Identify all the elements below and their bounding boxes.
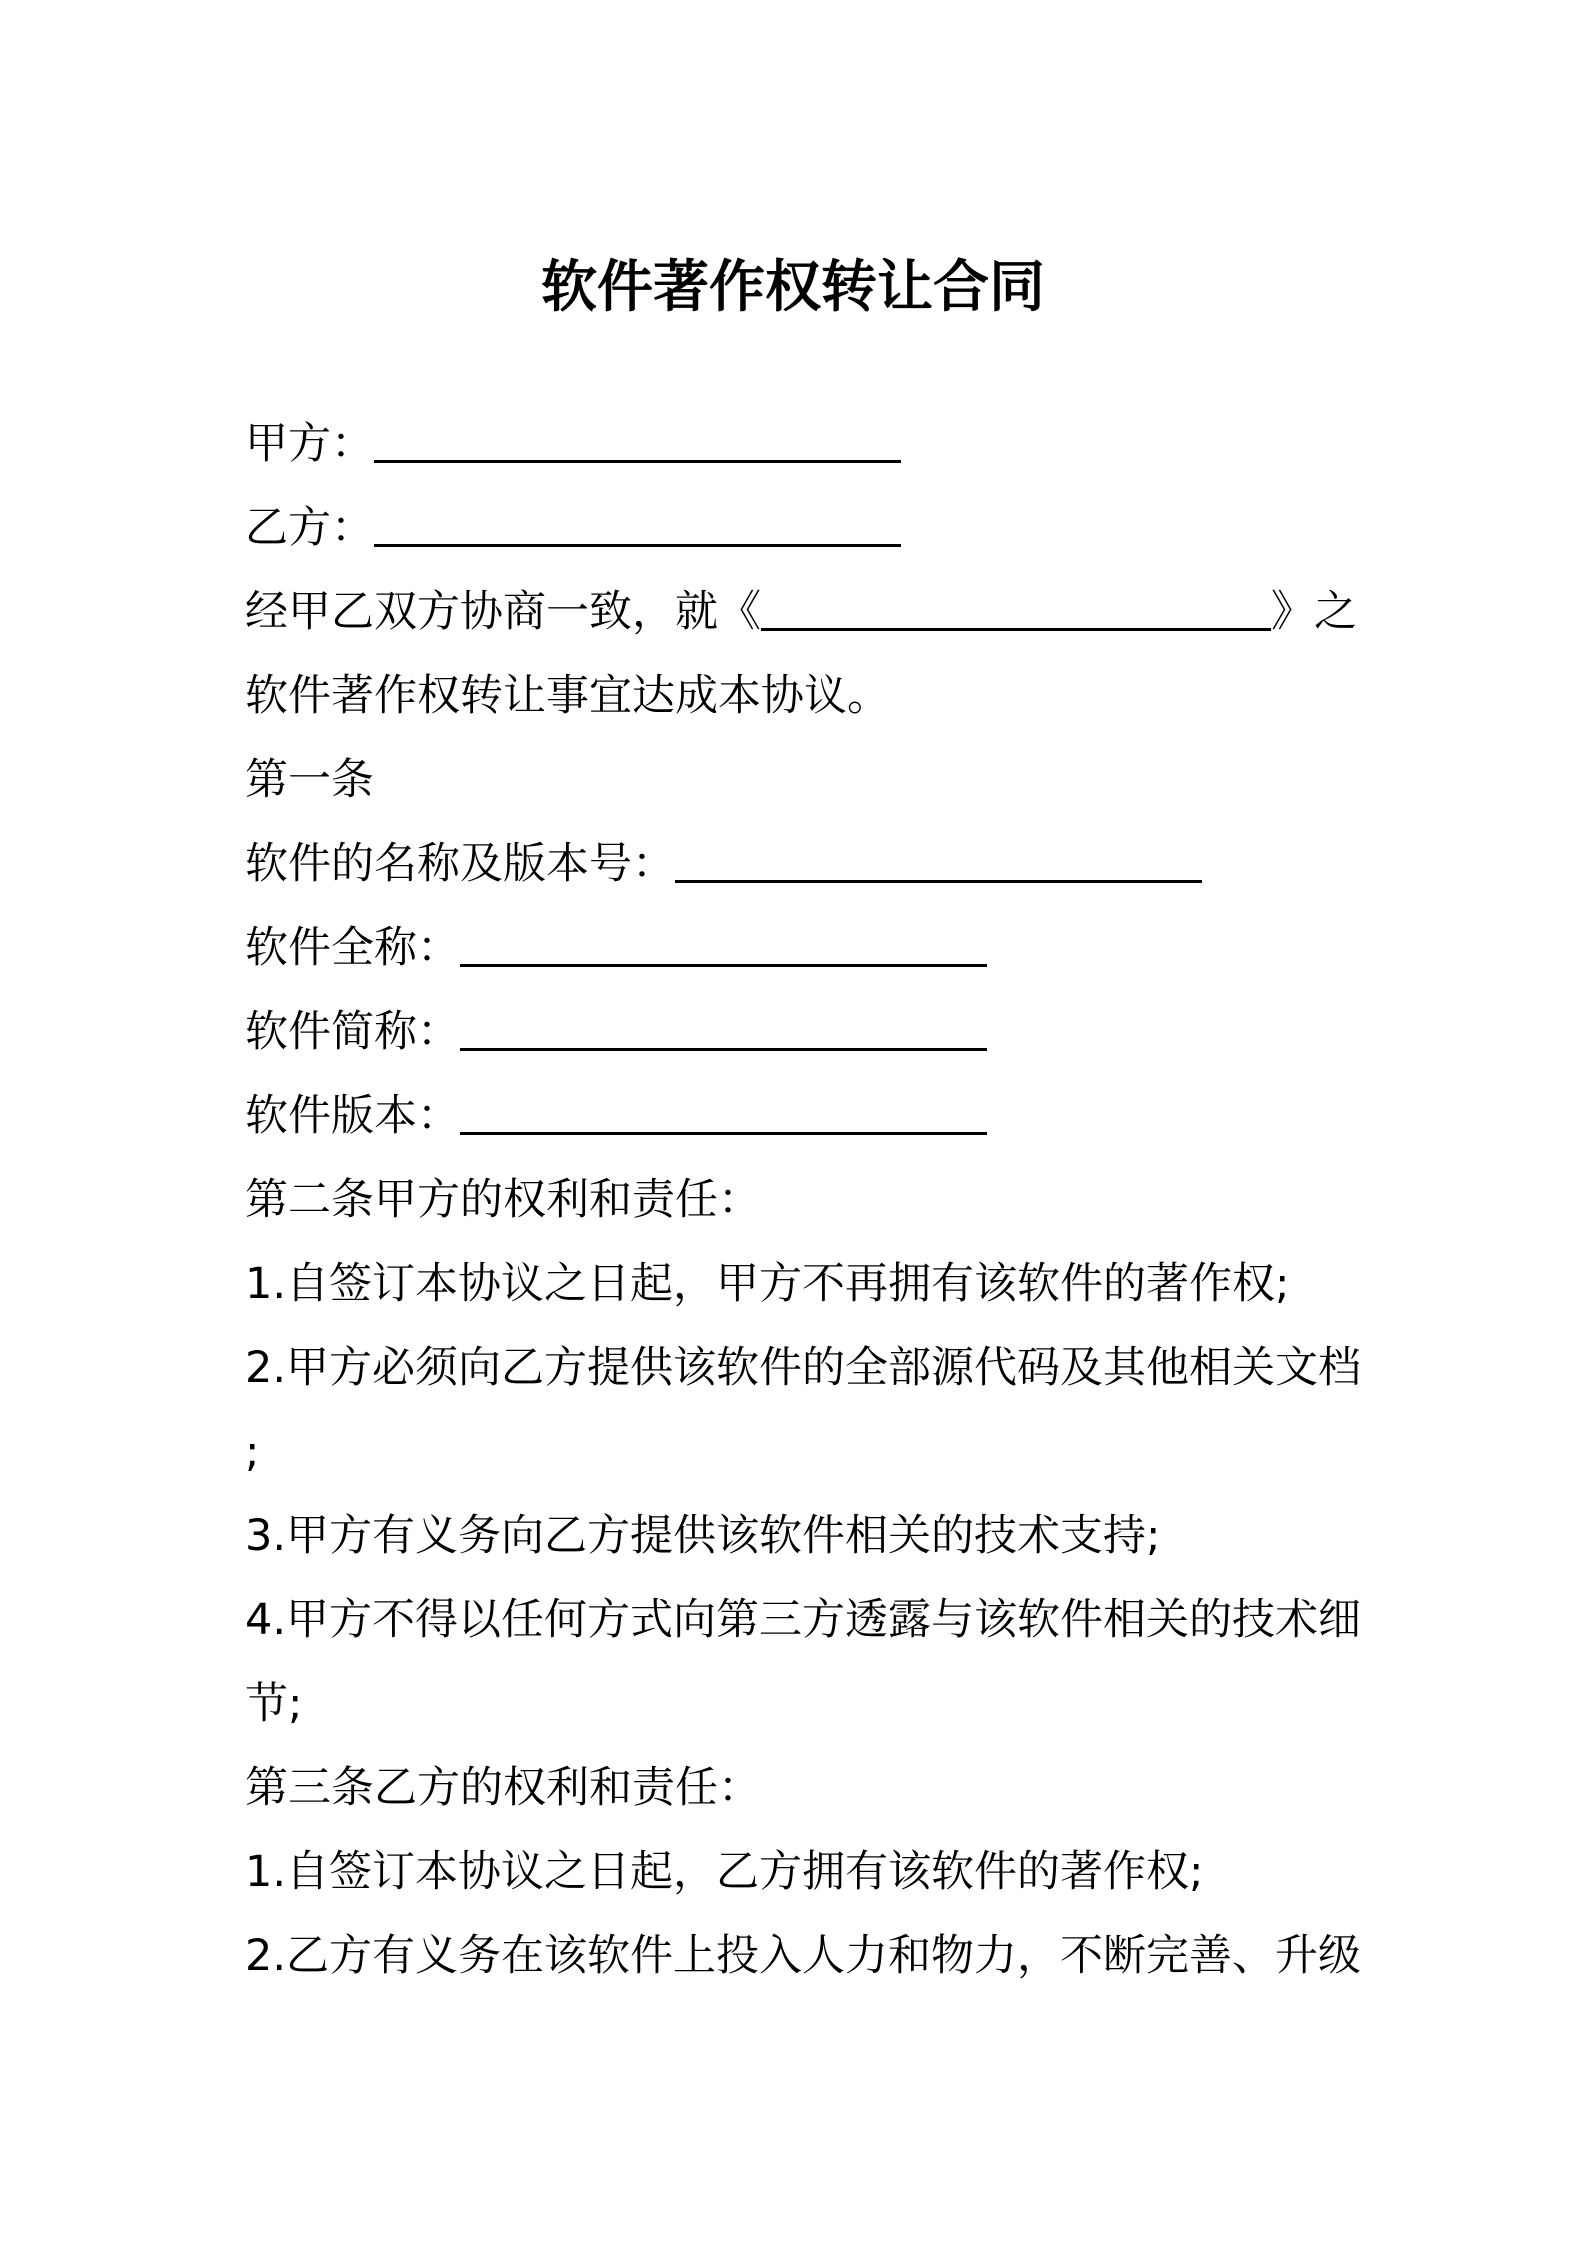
article-3-heading: 第三条乙方的权利和责任： xyxy=(245,1763,761,1813)
article-2-item-4: 4.甲方不得以任何方式向第三方透露与该软件相关的技术细 xyxy=(245,1595,1362,1645)
party-b-blank xyxy=(374,544,901,547)
article-1-section xyxy=(245,738,1445,1158)
article-2-item-1: 1.自签订本协议之日起，甲方不再拥有该软件的著作权; xyxy=(245,1259,1290,1309)
field-label: 软件的名称及版本号： xyxy=(245,839,675,889)
preamble-section xyxy=(245,570,1445,738)
party-a-blank xyxy=(374,460,901,463)
field-software-name-version xyxy=(245,822,1445,906)
article-2-item-3: 3.甲方有义务向乙方提供该软件相关的技术支持; xyxy=(245,1511,1161,1561)
party-a-label: 甲方： xyxy=(245,419,374,469)
field-software-short-name xyxy=(245,990,1445,1074)
field-software-version xyxy=(245,1074,1445,1158)
field-label: 软件全称： xyxy=(245,923,460,973)
article-2-item-2-continuation: ; xyxy=(245,1427,260,1477)
field-blank xyxy=(460,964,987,967)
document-body xyxy=(245,402,1445,1998)
article-2-heading: 第二条甲方的权利和责任： xyxy=(245,1175,761,1225)
preamble-line-2: 软件著作权转让事宜达成本协议。 xyxy=(245,671,890,721)
article-1-heading: 第一条 xyxy=(245,755,374,805)
preamble-before-blank: 经甲乙双方协商一致，就《 xyxy=(245,587,761,637)
party-b-label: 乙方： xyxy=(245,503,374,553)
article-3-item-2: 2.乙方有义务在该软件上投入人力和物力，不断完善、升级 xyxy=(245,1931,1362,1981)
document-title: 软件著作权转让合同 xyxy=(541,255,1045,320)
preamble-line-1 xyxy=(245,570,1445,654)
software-name-blank xyxy=(761,628,1271,631)
article-2-item-2: 2.甲方必须向乙方提供该软件的全部源代码及其他相关文档 xyxy=(245,1343,1362,1393)
party-b-line xyxy=(245,486,1445,570)
article-2-section xyxy=(245,1158,1445,1746)
field-label: 软件简称： xyxy=(245,1007,460,1057)
field-label: 软件版本： xyxy=(245,1091,460,1141)
party-a-line xyxy=(245,402,1445,486)
field-blank xyxy=(460,1132,987,1135)
field-blank xyxy=(675,880,1202,883)
article-3-section xyxy=(245,1746,1445,1998)
article-3-item-1: 1.自签订本协议之日起，乙方拥有该软件的著作权; xyxy=(245,1847,1204,1897)
preamble-after-blank: 》之 xyxy=(1271,587,1357,637)
article-2-item-4-continuation: 节; xyxy=(245,1679,303,1729)
field-software-full-name xyxy=(245,906,1445,990)
field-blank xyxy=(460,1048,987,1051)
parties-section xyxy=(245,402,1445,570)
